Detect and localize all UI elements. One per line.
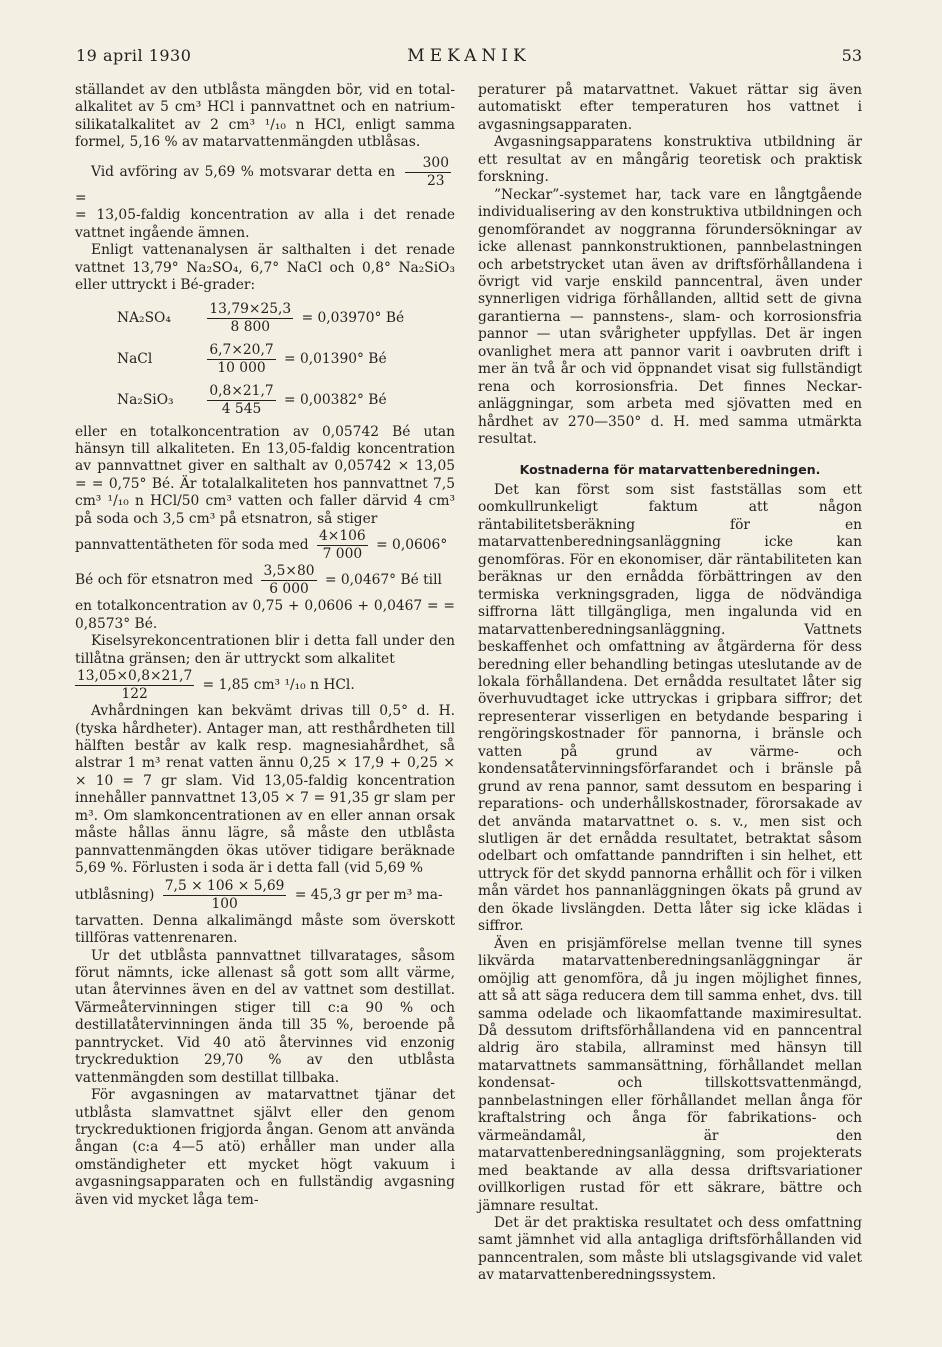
denominator: 8 800 xyxy=(230,318,271,335)
header-journal-title: MEKANIK xyxy=(407,46,531,66)
numerator: 13,05×0,8×21,7 xyxy=(77,668,193,685)
paragraph xyxy=(75,668,455,703)
paragraph: peraturer på matarvattnet. Vakuet rättar sig även automatiskt efter temperaturen hos vattnet i avgasningsapparaten. xyxy=(478,82,862,133)
equation-label: Na₂SiO₃ xyxy=(117,391,174,408)
fraction xyxy=(261,563,316,598)
paragraph xyxy=(75,878,455,913)
paragraph xyxy=(75,563,455,598)
denominator: 23 xyxy=(427,172,445,189)
equation xyxy=(75,383,455,418)
paragraph: Enligt vattenanalysen är salthalten i det renade vattnet 13,79° Na₂SO₄, 6,7° NaCl och 0,8° Na₂SiO₃ eller uttryckt i Bé-grader: xyxy=(75,242,455,294)
equation-label: NA₂SO₄ xyxy=(117,309,171,326)
fraction xyxy=(207,301,293,336)
fraction xyxy=(405,155,451,190)
text: Vid avföring av 5,69 % motsvarar detta en xyxy=(91,163,396,180)
numerator: 0,8×21,7 xyxy=(209,382,274,399)
denominator: 4 545 xyxy=(221,400,262,417)
equation xyxy=(75,342,455,377)
paragraph: en totalkoncentration av 0,75 + 0,0606 + 0,0467 = = 0,8573° Bé. xyxy=(75,598,455,632)
paragraph: eller en totalkoncentration av 0,05742 Bé utan hänsyn till alkaliteten. En 13,05-faldig koncentration av pannvattnet giver en salthalt av 0,05742 × 13,05 = = 0,75° Bé. Är totalalkaliteten hos pannvattnet 7,5 cm³ ¹/₁₀ n HCl/50 cm³ vatten och faller därvid 4 cm³ på soda och 3,5 cm³ på etsnatron, så stiger xyxy=(75,423,455,527)
numerator: 7,5 × 106 × 5,69 xyxy=(164,877,285,894)
denominator: 100 xyxy=(211,895,238,912)
text: = 0,0606° xyxy=(376,537,448,554)
paragraph: = 13,05-faldig koncentration av alla i det renade vattnet ingående ämnen. xyxy=(75,207,455,241)
denominator: 6 000 xyxy=(269,581,309,598)
equation-result: = 0,00382° Bé xyxy=(284,391,387,408)
text: = xyxy=(75,189,87,206)
paragraph: ”Neckar”-systemet har, tack vare en långtgående individualisering av den konstruktiva utbildningen och genomförandet av noggranna förundersökningar av icke allenast pannkonstruktionen, pannbelastningen och arbetstrycket utan även av driftsförhållandena i övrigt vid varje enskild panncentral, även under synnerligen vidriga förhållanden, alltid sett de givna garantierna — pannstens-, slam- och korrosionsfria pannor — utan svårigheter uppfyllas. Det är ingen ovanlighet mera att pannor varit i oavbruten drift i mer än två år och vid öppnandet visat sig fullständigt rena och korrosionsfria. Det finnes Neckar-anläggningar, som arbeta med sjövatten med en hårdhet av 270—350° d. H. med samma utmärkta resultat. xyxy=(478,186,862,448)
paragraph: Avgasningsapparatens konstruktiva utbildning är ett resultat av en mångårig teoretisk och praktisk forskning. xyxy=(478,134,862,186)
right-column xyxy=(478,82,862,1285)
paragraph: tarvatten. Denna alkalimängd måste som överskott tillföras vattenrenaren. xyxy=(75,912,455,947)
header-date: 19 april 1930 xyxy=(76,46,192,65)
paragraph: Det är det praktiska resultatet och dess omfattning samt jämnhet vid alla antagliga driftsförhållanden vid panncentralen, som måste bli utslagsgivande vid valet av matarvattenberedningssystem. xyxy=(478,1215,862,1284)
text: utblåsning) xyxy=(75,886,155,903)
fraction xyxy=(75,668,194,703)
section-heading: Kostnaderna för matarvattenberedningen. xyxy=(519,461,821,477)
fraction xyxy=(207,383,275,418)
text: = 1,85 cm³ ¹/₁₀ n HCl. xyxy=(202,677,355,694)
left-column xyxy=(75,82,455,1209)
fraction xyxy=(207,342,275,377)
equation-label: NaCl xyxy=(117,350,153,367)
paragraph: Det kan först som sist fastställas som ett oomkullrunkeligt faktum att någon räntabilitetsberäkning för en matarvattenberedningsanläggning icke kan genomföras. För en ekonomiser, där räntabiliteten kan beräknas ur den ernådda förbättringen av den termiska verkningsgraden, ligga de nödvändiga siffrorna lätt tillgängliga, men ingalunda vid en matarvattenberedningsanläggning. Vattnets beskaffenhet och omfattning av åtgärderna för dess beredning eller behandling betingas uteslutande av de lokala förhållandena. Det ernådda resultatet låter sig överhuvudtaget icke uttryckas i gripbara siffror; det representerar visserligen en betydande besparing i rengöringskostnader för pannorna, i bränsle och vatten på grund av värme- och kondensatåtervinningsförfarandet och i bränsle på grund av rena pannor, samt dessutom en besparing i reparations- och underhållskostnader, förorsakade av det använda matarvattnet o. s. v., men sist och slutligen är det ernådda resultatet, betraktat såsom odelbart och omfattande panndriften i sin helhet, ett uttryck för det skydd pannorna erhållit och för i vilken mån värdet hos pannanläggningen ökats på grund av den ökade livslängden. Detta låter sig icke klädas i siffror. xyxy=(478,481,862,935)
numerator: 6,7×20,7 xyxy=(209,341,274,358)
fraction xyxy=(317,528,368,563)
equation xyxy=(75,301,455,336)
paragraph xyxy=(75,155,455,207)
paragraph xyxy=(75,528,455,563)
text: = 45,3 gr per m³ ma- xyxy=(294,886,443,903)
paragraph: Även en prisjämförelse mellan tvenne till synes likvärda matarvattenberedningsanläggningar är omöjlig att genomföra, då ju ingen möjlighet finnes, att så att säga reducera dem till samma enhet, dvs. till samma odelade och likaomfattande maximiresultat. Då dessutom driftsförhållandena vid en panncentral aldrig äro stabila, allraminst med hänsyn till matarvattnets sammansättning, förhållandet mellan kondensat- och tillskottsvattenmängd, pannbelastningen eller förhållandet mellan ånga för kraftalstring och ånga för fabrikations- och värmeändamål, är den matarvattenberedningsanläggning, som projekterats med beaktande av alla dessa driftsvariationer ovillkorligen rustad för ett säkrare, bättre och jämnare resultat. xyxy=(478,935,862,1214)
denominator: 7 000 xyxy=(322,546,363,563)
numerator: 300 xyxy=(405,155,451,173)
numerator: 3,5×80 xyxy=(263,563,315,580)
running-header xyxy=(76,46,862,70)
text: pannvattentätheten för soda med xyxy=(75,537,309,554)
fraction xyxy=(163,878,287,913)
numerator: 4×106 xyxy=(319,528,366,545)
paragraph: För avgasningen av matarvattnet tjänar det utblåsta slamvattnet självt eller den genom tryckreduktionen frigjorda ångan. Genom att använda ångan (c:a 4—5 atö) erhåller man under alla omständigheter ett mycket högt vakuum i avgasningsapparaten och en fullständig avgasning även vid mycket låga tem- xyxy=(75,1087,455,1208)
equation-result: = 0,01390° Bé xyxy=(284,350,387,367)
numerator: 13,79×25,3 xyxy=(209,300,292,317)
header-page-number: 53 xyxy=(841,46,862,65)
text: Bé och för etsnatron med xyxy=(75,572,254,589)
paragraph: Ur det utblåsta pannvattnet tillvaratages, såsom förut nämnts, icke allenast så gott som allt värme, utan återvinnes även en del av vattnet som destillat. Värmeåtervinningen stiger till c:a 90 % och destillatåtervinningen ända till 35 %, beroende på panntrycket. Vid 40 atö återvinnes vid enzonig tryckreduktion 29,70 % av den utblåsta vattenmängden som destillat tillbaka. xyxy=(75,947,455,1086)
paragraph: Avhårdningen kan bekvämt drivas till 0,5° d. H. (tyska hårdheter). Antager man, att resthårdheten till hälften består av kalk resp. magnesiahårdhet, så alstrar 1 m³ renat vatten ännu 0,25 × 17,9 + 0,25 × × 10 = 7 gr slam. Vid 13,05-faldig koncentration innehåller pannvattnet 13,05 × 7 = 91,35 gr slam per m³. Om slamkoncentrationen av en eller annan orsak måste hållas ännu lägre, så måste den utblåsta pannvattenmängden ökas utöver tidigare beräknade 5,69 %. Förlusten i soda är i detta fall (vid 5,69 % xyxy=(75,703,455,877)
paragraph: Kiselsyrekoncentrationen blir i detta fall under den tillåtna gränsen; den är uttryckt som alkalitet xyxy=(75,633,455,667)
paragraph: ställandet av den utblåsta mängden bör, vid en total-alkalitet av 5 cm³ HCl i pannvattnet och en natrium-silikatalkalitet av 2 cm³ ¹/₁₀ n HCl, enligt samma formel, 5,16 % av matarvattenmängden utblåsas. xyxy=(75,82,455,151)
equation-result: = 0,03970° Bé xyxy=(301,309,405,326)
denominator: 10 000 xyxy=(217,359,266,376)
text: = 0,0467° Bé till xyxy=(324,572,442,589)
denominator: 122 xyxy=(121,686,148,703)
